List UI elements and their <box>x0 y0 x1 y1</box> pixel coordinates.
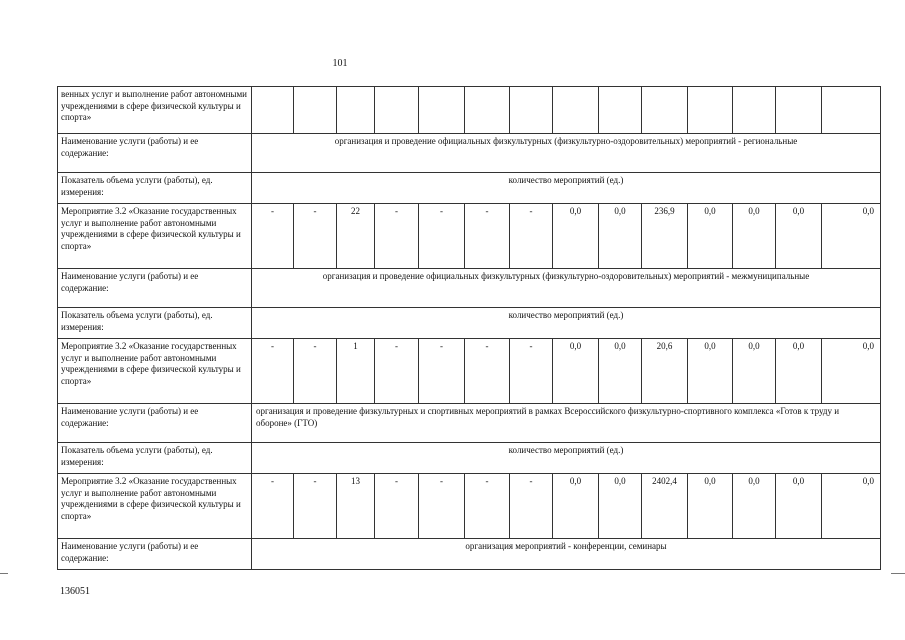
indicator-value: количество мероприятий (ед.) <box>252 308 881 339</box>
table-row <box>58 539 881 570</box>
budget-table <box>57 86 881 570</box>
value-cell: 0,0 <box>733 204 776 269</box>
value-cell: 0,0 <box>776 204 822 269</box>
empty-cell <box>375 87 419 134</box>
value-cell: 0,0 <box>553 474 599 539</box>
value-cell: - <box>510 474 553 539</box>
indicator-value: количество мероприятий (ед.) <box>252 443 881 474</box>
value-cell: 22 <box>337 204 375 269</box>
value-cell: 0,0 <box>733 474 776 539</box>
table-row <box>58 173 881 204</box>
value-cell: - <box>465 474 510 539</box>
table-row <box>58 134 881 173</box>
value-cell: - <box>510 339 553 404</box>
value-cell: - <box>252 474 294 539</box>
empty-cell <box>337 87 375 134</box>
empty-cell <box>822 87 881 134</box>
table-row <box>58 404 881 443</box>
service-name-label: Наименование услуги (работы) и ее содержание: <box>58 269 252 308</box>
value-cell: - <box>375 339 419 404</box>
empty-cell <box>553 87 599 134</box>
value-cell: 13 <box>337 474 375 539</box>
indicator-value: количество мероприятий (ед.) <box>252 173 881 204</box>
value-cell: - <box>419 204 465 269</box>
empty-cell <box>465 87 510 134</box>
value-cell: - <box>252 339 294 404</box>
value-cell: 0,0 <box>553 204 599 269</box>
value-cell: - <box>375 204 419 269</box>
empty-cell <box>510 87 553 134</box>
value-cell: 236,9 <box>642 204 688 269</box>
value-cell: 0,0 <box>599 474 642 539</box>
service-name-label: Наименование услуги (работы) и ее содержание: <box>58 134 252 173</box>
table-row <box>58 339 881 404</box>
right-edge-mark <box>891 573 905 574</box>
value-cell: 0,0 <box>599 339 642 404</box>
empty-cell <box>733 87 776 134</box>
value-cell: - <box>419 474 465 539</box>
value-cell: 0,0 <box>553 339 599 404</box>
value-cell: 0,0 <box>688 474 733 539</box>
service-name-value: организация и проведение официальных физкультурных (физкультурно-оздоровительных) мероприятий - региональные <box>252 134 881 173</box>
indicator-label: Показатель объема услуги (работы), ед. измерения: <box>58 443 252 474</box>
value-cell: 0,0 <box>822 339 881 404</box>
service-name-value: организация мероприятий - конференции, семинары <box>252 539 881 570</box>
measure-label: Мероприятие 3.2 «Оказание государственных услуг и выполнение работ автономными учреждениями в сфере физической культуры и спорта» <box>58 339 252 404</box>
value-cell: 20,6 <box>642 339 688 404</box>
left-edge-mark <box>0 573 8 574</box>
indicator-label: Показатель объема услуги (работы), ед. измерения: <box>58 173 252 204</box>
value-cell: 0,0 <box>776 339 822 404</box>
empty-cell <box>776 87 822 134</box>
empty-cell <box>599 87 642 134</box>
value-cell: 0,0 <box>733 339 776 404</box>
row-label: венных услуг и выполнение работ автономными учреждениями в сфере физической культуры и спорта» <box>58 87 252 134</box>
empty-cell <box>688 87 733 134</box>
service-name-value: организация и проведение официальных физкультурных (физкультурно-оздоровительных) мероприятий - межмуниципальные <box>252 269 881 308</box>
value-cell: 0,0 <box>822 204 881 269</box>
value-cell: 1 <box>337 339 375 404</box>
table-row <box>58 204 881 269</box>
empty-cell <box>252 87 294 134</box>
value-cell: 0,0 <box>688 204 733 269</box>
empty-cell <box>419 87 465 134</box>
indicator-label: Показатель объема услуги (работы), ед. измерения: <box>58 308 252 339</box>
value-cell: 0,0 <box>776 474 822 539</box>
table-row <box>58 308 881 339</box>
document-code: 136051 <box>60 586 90 597</box>
value-cell: 0,0 <box>822 474 881 539</box>
measure-label: Мероприятие 3.2 «Оказание государственных услуг и выполнение работ автономными учреждениями в сфере физической культуры и спорта» <box>58 474 252 539</box>
value-cell: - <box>375 474 419 539</box>
empty-cell <box>642 87 688 134</box>
value-cell: - <box>465 339 510 404</box>
page-number: 101 <box>332 58 348 69</box>
value-cell: 0,0 <box>688 339 733 404</box>
table-row <box>58 474 881 539</box>
value-cell: - <box>510 204 553 269</box>
table-row <box>58 269 881 308</box>
value-cell: - <box>294 339 337 404</box>
service-name-label: Наименование услуги (работы) и ее содержание: <box>58 539 252 570</box>
value-cell: 2402,4 <box>642 474 688 539</box>
value-cell: - <box>294 474 337 539</box>
table-row <box>58 443 881 474</box>
table-row <box>58 87 881 134</box>
value-cell: - <box>465 204 510 269</box>
service-name-value: организация и проведение физкультурных и спортивных мероприятий в рамках Всероссийского физкультурно-спортивного комплекса «Готов к труду и обороне» (ГТО) <box>252 404 881 443</box>
value-cell: - <box>419 339 465 404</box>
service-name-label: Наименование услуги (работы) и ее содержание: <box>58 404 252 443</box>
value-cell: - <box>252 204 294 269</box>
measure-label: Мероприятие 3.2 «Оказание государственных услуг и выполнение работ автономными учреждениями в сфере физической культуры и спорта» <box>58 204 252 269</box>
value-cell: 0,0 <box>599 204 642 269</box>
empty-cell <box>294 87 337 134</box>
value-cell: - <box>294 204 337 269</box>
